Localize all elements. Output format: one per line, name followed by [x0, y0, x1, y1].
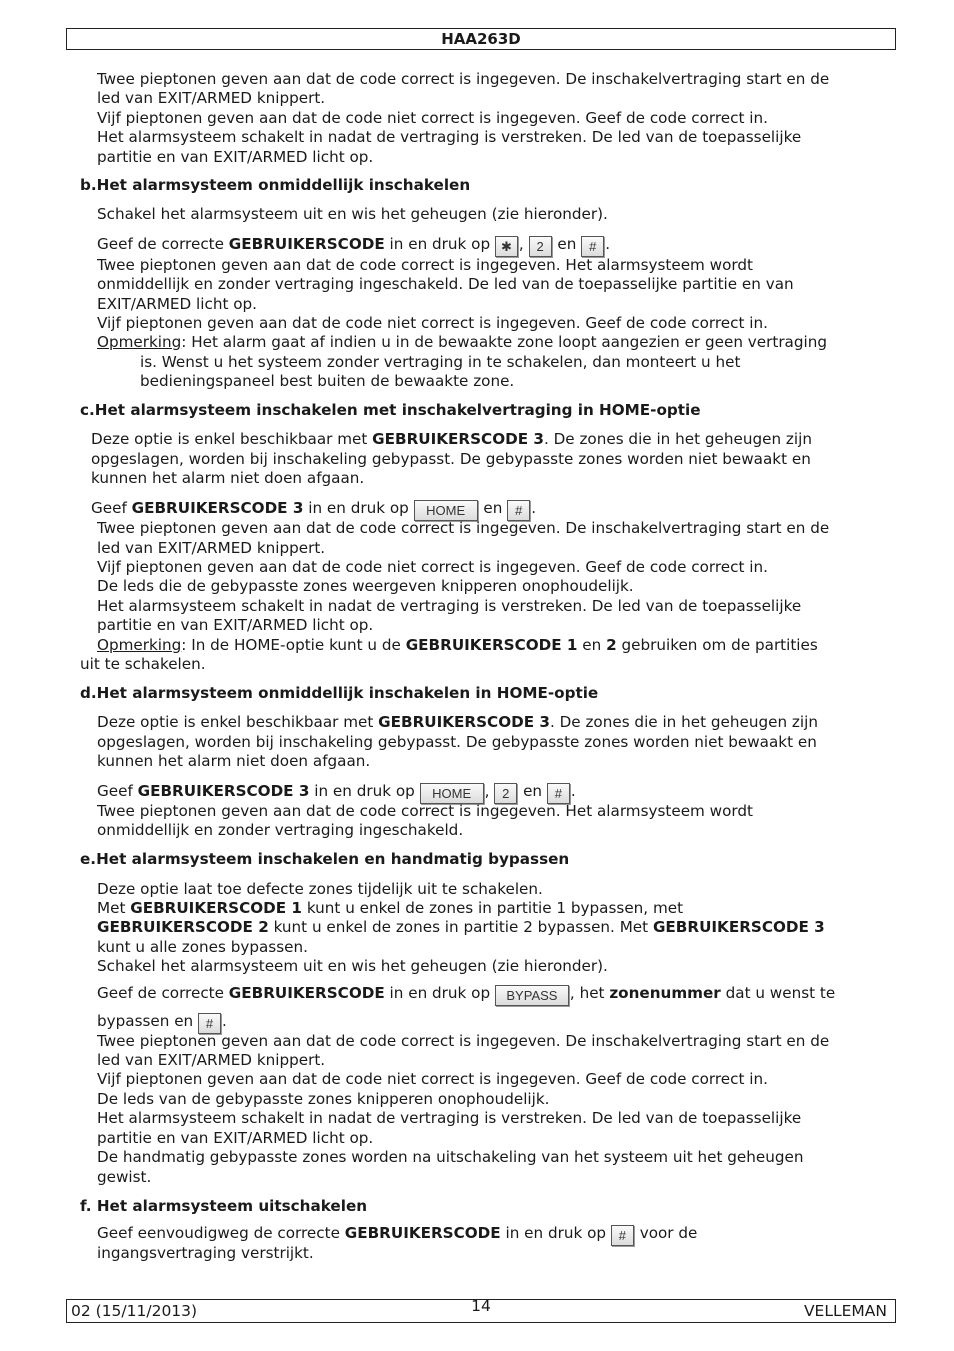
section-f-heading: f. Het alarmsysteem uitschakelen — [80, 1197, 368, 1215]
section-c-line-9: Het alarmsysteem schakelt in nadat de vertraging is verstreken. De led van de toepasselijke — [97, 597, 802, 615]
section-c-line-7: Vijf pieptonen geven aan dat de code niet correct is ingegeven. Geef de code correct in. — [97, 558, 768, 576]
intro-line-2: led van EXIT/ARMED knippert. — [97, 89, 326, 107]
note-label: Opmerking — [97, 636, 182, 654]
hash-key-icon: # — [507, 500, 530, 521]
intro-line-1: Twee pieptonen geven aan dat de code correct is ingegeven. De inschakelvertraging start en de — [97, 70, 830, 88]
section-e-line-10: Vijf pieptonen geven aan dat de code niet correct is ingegeven. Geef de code correct in. — [97, 1070, 768, 1088]
section-d-line-5: Twee pieptonen geven aan dat de code correct is ingegeven. Het alarmsysteem wordt — [97, 802, 753, 820]
page-number: 14 — [471, 1297, 491, 1315]
model-number: HAA263D — [441, 30, 521, 48]
section-c-heading: c.Het alarmsysteem inschakelen met inschakelvertraging in HOME-optie — [80, 401, 701, 419]
intro-line-5: partitie en van EXIT/ARMED licht op. — [97, 148, 374, 166]
section-e-line-12: Het alarmsysteem schakelt in nadat de vertraging is verstreken. De led van de toepasselijke — [97, 1109, 802, 1127]
home-key-icon: HOME — [414, 500, 478, 521]
hash-key-icon: # — [581, 236, 604, 257]
section-c-line-1: Deze optie is enkel beschikbaar met GEBRUIKERSCODE 3. De zones die in het geheugen zijn — [91, 430, 812, 448]
two-key-icon: 2 — [529, 236, 552, 257]
section-f-keys-line: Geef eenvoudigweg de correcte GEBRUIKERSCODE in en druk op # voor de — [97, 1223, 697, 1246]
user-code: GEBRUIKERSCODE — [228, 235, 385, 253]
hash-key-icon: # — [547, 783, 570, 804]
section-b-line-4: onmiddellijk en zonder vertraging ingeschakeld. De led van de toepasselijke partitie en van — [97, 275, 794, 293]
section-b-line-3: Twee pieptonen geven aan dat de code correct is ingegeven. Het alarmsysteem wordt — [97, 256, 753, 274]
section-e-line-15: gewist. — [97, 1168, 152, 1186]
section-b-note-line-2: is. Wenst u het systeem zonder vertraging in te schakelen, dan monteert u het — [140, 353, 741, 371]
section-d-line-2: opgeslagen, worden bij inschakeling gebypasst. De gebypasste zones worden niet bewaakt en — [97, 733, 817, 751]
section-c-keys-line: Geef GEBRUIKERSCODE 3 in en druk op HOME en # . — [91, 498, 536, 521]
hash-key-icon: # — [198, 1013, 221, 1034]
section-c-note-line-1: Opmerking: In de HOME-optie kunt u de GEBRUIKERSCODE 1 en 2 gebruiken om de partities — [97, 636, 818, 654]
section-b-line-5: EXIT/ARMED licht op. — [97, 295, 257, 313]
section-e-line-3: GEBRUIKERSCODE 2 kunt u enkel de zones in partitie 2 bypassen. Met GEBRUIKERSCODE 3 — [97, 918, 825, 936]
section-d-line-6: onmiddellijk en zonder vertraging ingeschakeld. — [97, 821, 464, 839]
section-d-line-3: kunnen het alarm niet doen afgaan. — [97, 752, 371, 770]
version-date: 02 (15/11/2013) — [71, 1302, 198, 1320]
section-e-heading: e.Het alarmsysteem inschakelen en handmatig bypassen — [80, 850, 570, 868]
intro-line-3: Vijf pieptonen geven aan dat de code niet correct is ingegeven. Geef de code correct in. — [97, 109, 768, 127]
section-e-line-4: kunt u alle zones bypassen. — [97, 938, 308, 956]
section-c-line-2: opgeslagen, worden bij inschakeling gebypasst. De gebypasste zones worden niet bewaakt en — [91, 450, 811, 468]
section-c-line-8: De leds die de gebypasste zones weergeven knipperen onophoudelijk. — [97, 577, 634, 595]
section-d-line-1: Deze optie is enkel beschikbaar met GEBRUIKERSCODE 3. De zones die in het geheugen zijn — [97, 713, 818, 731]
section-b-line-6: Vijf pieptonen geven aan dat de code niet correct is ingegeven. Geef de code correct in. — [97, 314, 768, 332]
section-b-keys-line: Geef de correcte GEBRUIKERSCODE in en druk op ✱ , 2 en # . — [97, 234, 610, 257]
intro-line-4: Het alarmsysteem schakelt in nadat de vertraging is verstreken. De led van de toepasselijke — [97, 128, 802, 146]
section-e-line-9: led van EXIT/ARMED knippert. — [97, 1051, 326, 1069]
page-footer — [66, 1299, 896, 1323]
section-e-line-8: Twee pieptonen geven aan dat de code correct is ingegeven. De inschakelvertraging start en de — [97, 1032, 830, 1050]
home-key-icon: HOME — [420, 783, 484, 804]
section-e-line-13: partitie en van EXIT/ARMED licht op. — [97, 1129, 374, 1147]
section-b-line-1: Schakel het alarmsysteem uit en wis het geheugen (zie hieronder). — [97, 205, 608, 223]
section-c-line-6: led van EXIT/ARMED knippert. — [97, 539, 326, 557]
note-label: Opmerking — [97, 333, 182, 351]
section-e-line-14: De handmatig gebypasste zones worden na uitschakeling van het systeem uit het geheugen — [97, 1148, 804, 1166]
section-c-note-line-2: uit te schakelen. — [80, 655, 206, 673]
brand-name: VELLEMAN — [803, 1302, 887, 1320]
section-b-note-line-3: bedieningspaneel best buiten de bewaakte zone. — [140, 372, 515, 390]
section-c-line-10: partitie en van EXIT/ARMED licht op. — [97, 616, 374, 634]
section-e-line-11: De leds van de gebypasste zones knipperen onophoudelijk. — [97, 1090, 550, 1108]
section-c-line-3: kunnen het alarm niet doen afgaan. — [91, 469, 365, 487]
star-key-icon: ✱ — [495, 236, 518, 257]
two-key-icon: 2 — [494, 783, 517, 804]
section-d-heading: d.Het alarmsysteem onmiddellijk inschakelen in HOME-optie — [80, 684, 599, 702]
section-f-line-2: ingangsvertraging verstrijkt. — [97, 1244, 314, 1262]
bypass-key-icon: BYPASS — [495, 985, 569, 1006]
section-d-keys-line: Geef GEBRUIKERSCODE 3 in en druk op HOME , 2 en # . — [97, 781, 576, 804]
section-c-line-5: Twee pieptonen geven aan dat de code correct is ingegeven. De inschakelvertraging start en de — [97, 519, 830, 537]
section-e-keys-line-2: bypassen en # . — [97, 1011, 227, 1034]
section-b-heading: b.Het alarmsysteem onmiddellijk inschakelen — [80, 176, 471, 194]
section-b-note-line-1: Opmerking: Het alarm gaat af indien u in de bewaakte zone loopt aangezien er geen vertraging — [97, 333, 827, 351]
page-header — [66, 28, 896, 50]
section-e-line-1: Deze optie laat toe defecte zones tijdelijk uit te schakelen. — [97, 880, 543, 898]
section-e-keys-line-1: Geef de correcte GEBRUIKERSCODE in en druk op BYPASS , het zonenummer dat u wenst te — [97, 983, 835, 1006]
section-e-line-5: Schakel het alarmsysteem uit en wis het geheugen (zie hieronder). — [97, 957, 608, 975]
hash-key-icon: # — [611, 1225, 634, 1246]
section-e-line-2: Met GEBRUIKERSCODE 1 kunt u enkel de zones in partitie 1 bypassen, met — [97, 899, 684, 917]
